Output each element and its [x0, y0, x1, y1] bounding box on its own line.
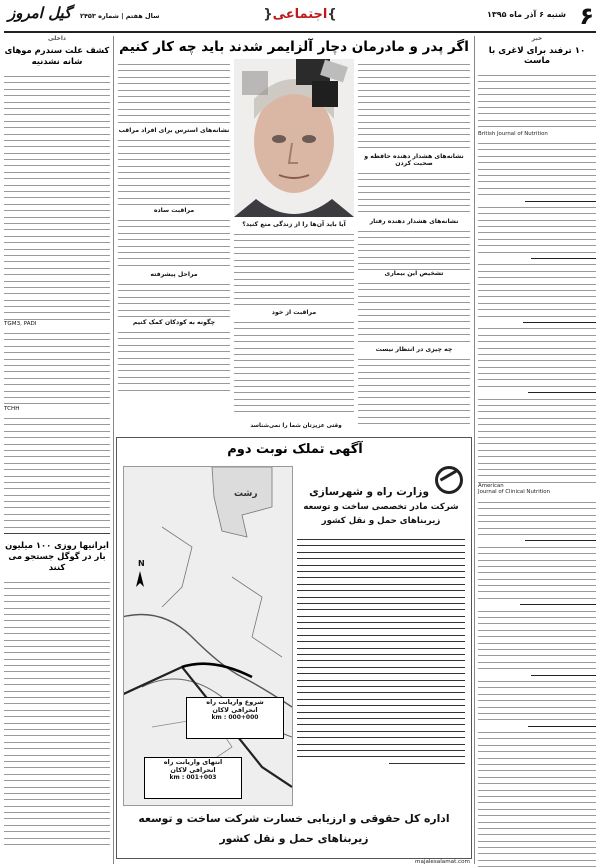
- footer-url[interactable]: majalesalamat.com: [415, 859, 470, 865]
- left-article-body-c: [4, 413, 110, 529]
- left-article-body-d: [4, 577, 110, 847]
- page-number: ۶: [579, 2, 594, 30]
- map-city-label: رشت: [234, 489, 258, 499]
- map-end-name: انحرافی لاکان: [170, 766, 216, 774]
- map-start-name: انحرافی لاکان: [212, 706, 258, 714]
- ad-footer-2: زیربناهای حمل و نقل کشور: [219, 832, 369, 845]
- left-article-title-2: ایرانیها روزی ۱۰۰ میلیون بار در گوگل جستجو می کنند: [5, 540, 109, 572]
- left-kicker: داخلی: [48, 35, 66, 42]
- left-latin-a: TGM3, PADI: [4, 321, 37, 327]
- subhead-expectation: چه چیزی در انتظار نیست: [375, 346, 453, 353]
- main-text-center: [234, 221, 354, 429]
- north-arrow-label: N: [138, 559, 145, 568]
- main-article-footer: وقتی عزیزتان شما را نمی‌شناسد: [250, 423, 342, 429]
- alzheimer-photo: [234, 59, 354, 217]
- right-latin-3: Journal of Clinical Nutrition: [478, 489, 551, 495]
- right-latin-2: American: [478, 483, 504, 489]
- section-title: }اجتماعی{: [263, 7, 337, 22]
- left-latin-b: TGM3: [4, 321, 21, 327]
- subhead-simple-care: مراقبت ساده: [153, 207, 195, 214]
- tender-ad: [116, 437, 472, 859]
- route-map-drawing: [123, 467, 292, 806]
- map-end-km: km : 001+003: [169, 774, 217, 781]
- infrastructure-name: زیربناهای حمل و نقل کشور: [321, 516, 441, 526]
- left-latin-c: TCHH: [4, 406, 20, 412]
- subhead-children: چگونه به کودکان کمک کنیم: [132, 319, 216, 326]
- main-text-left: [118, 59, 230, 429]
- left-latin-a-text: PADI: [23, 321, 37, 327]
- map-start-km: km : 000+000: [211, 714, 259, 721]
- subhead-self-care: مراقبت از خود: [271, 309, 317, 316]
- newspaper-logo: گیل امروز: [8, 4, 72, 22]
- ad-footer-1: اداره کل حقوقی و ارزیابی خسارت شرکت ساخت و توسعه: [138, 812, 450, 825]
- ad-banner: آگهی تملک نوبت دوم: [227, 442, 363, 457]
- issue-date: شنبه ۶ آذر ماه ۱۳۹۵: [487, 10, 566, 19]
- map-start-box: [186, 697, 284, 739]
- subhead-diagnosis: تشخیص این بیماری: [384, 270, 444, 277]
- right-kicker: خبر: [531, 35, 543, 42]
- ad-body-lines: [297, 534, 465, 804]
- subhead-behavior: نشانه‌های هشدار دهنده رفتار: [369, 218, 459, 225]
- route-map: [123, 466, 293, 806]
- ad-text-block: [297, 466, 465, 806]
- left-column: [4, 35, 110, 865]
- left-article-title-1: کشف علت سندرم موهای شانه نشدنیه: [4, 45, 110, 66]
- main-article: [116, 35, 472, 430]
- ministry-logo-icon: [435, 466, 463, 494]
- main-article-title: اگر پدر و مادرمان دچار آلزایمر شدند باید چه کار کنیم: [119, 39, 469, 55]
- left-article-body-b: [4, 328, 110, 406]
- edition-info: سال هفتم | شماره ۲۴۵۳: [80, 12, 160, 20]
- right-article-body-a: [478, 70, 596, 130]
- right-latin-1: British Journal of Nutrition: [478, 131, 548, 137]
- map-end-label: انتهای واریانت راه: [163, 758, 223, 766]
- subhead-advanced: مراحل پیشرفته: [150, 271, 198, 278]
- page-header: [0, 0, 600, 34]
- ministry-name: وزارت راه و شهرسازی: [309, 486, 429, 498]
- map-start-label: شروع واریانت راه: [206, 698, 264, 706]
- photo-caption-subhead: آیا باید آن‌ها را از زندگی منع کنید؟: [242, 221, 346, 228]
- elderly-man-puzzle-image: [234, 59, 354, 217]
- main-text-right: [358, 59, 470, 429]
- right-article-body-b: [478, 138, 596, 483]
- company-name: شرکت مادر تخصصی ساخت و توسعه: [303, 502, 459, 512]
- right-article-title: ۱۰ ترفند برای لاغری با ماست: [488, 46, 586, 66]
- right-column: [478, 35, 596, 865]
- section-title-text: اجتماعی: [272, 7, 328, 22]
- subhead-caregiver-stress: نشانه‌های استرس برای افراد مراقب: [118, 127, 230, 134]
- left-article-body-a: [4, 71, 110, 321]
- map-end-box: [144, 757, 242, 799]
- subhead-memory: نشانه‌های هشدار دهنده حافظه و صحبت کردن: [364, 153, 464, 167]
- right-article-body-c: [478, 497, 596, 868]
